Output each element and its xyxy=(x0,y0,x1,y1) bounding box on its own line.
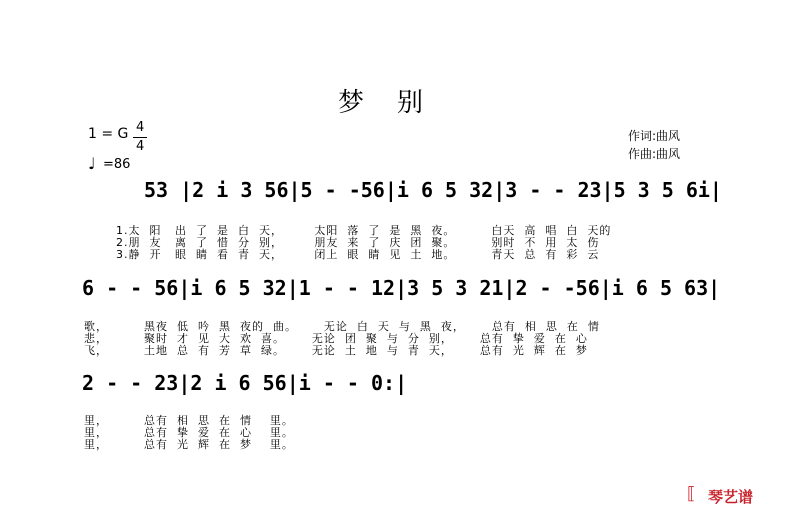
lyric-line-2-verse-2: 悲， 聚时 才 见 大 欢 喜。 无论 团 聚 与 分 别， 总有 挚 爱 在 心 xyxy=(84,332,588,345)
notation-line-2: 6 - - 56|i 6 5 32|1 - - 12|3 5 3 21|2 - -56|i 6 5 63| xyxy=(82,276,721,300)
composer-credit: 作曲:曲风 xyxy=(628,147,681,161)
notation-line-3: 2 - - 23|2 i 6 56|i - - 0:| xyxy=(82,371,408,395)
lyric-line-3-verse-1: 里， 总有 相 思 在 情 里。 xyxy=(84,414,294,427)
lyricist-credit: 作词:曲风 xyxy=(628,129,681,143)
key-signature: 1 = G xyxy=(88,126,129,142)
lyric-line-3-verse-3: 里， 总有 光 辉 在 梦 里。 xyxy=(84,438,294,451)
lyric-line-1-verse-1: 1.太 阳 出 了 是 白 天， 太阳 落 了 是 黑 夜。 白天 高 唱 白 天的 xyxy=(116,224,612,237)
lyric-line-3-verse-2: 里， 总有 挚 爱 在 心 里。 xyxy=(84,426,294,439)
time-signature-divider xyxy=(133,137,147,138)
page-title: 梦 别 xyxy=(338,88,424,118)
notation-line-1: 53 |2 i 3 56|5 - -56|i 6 5 32|3 - - 23|5 3 5 6i| xyxy=(144,178,722,202)
time-signature-top: 4 xyxy=(136,120,145,135)
qinyipu-logo-icon: ⟦ xyxy=(687,484,696,504)
time-signature-bottom: 4 xyxy=(136,139,145,154)
quarter-note-icon: ♩ xyxy=(88,154,96,173)
lyric-line-1-verse-2: 2.朋 友 离 了 惜 分 别， 朋友 来 了 庆 团 聚。 别时 不 用 太 伤 xyxy=(116,236,600,249)
tempo-marking: =86 xyxy=(103,157,131,172)
lyric-line-2-verse-3: 飞， 土地 总 有 芳 草 绿。 无论 土 地 与 青 天， 总有 光 辉 在 梦 xyxy=(84,344,588,357)
watermark-logo: 琴艺谱 xyxy=(708,488,754,506)
lyric-line-2-verse-1: 歌， 黑夜 低 吟 黑 夜的 曲。 无论 白 天 与 黑 夜， 总有 相 思 在 情 xyxy=(84,320,600,333)
lyric-line-1-verse-3: 3.静 开 眼 睛 看 青 天， 闭上 眼 睛 见 土 地。 青天 总 有 彩 云 xyxy=(116,248,600,261)
